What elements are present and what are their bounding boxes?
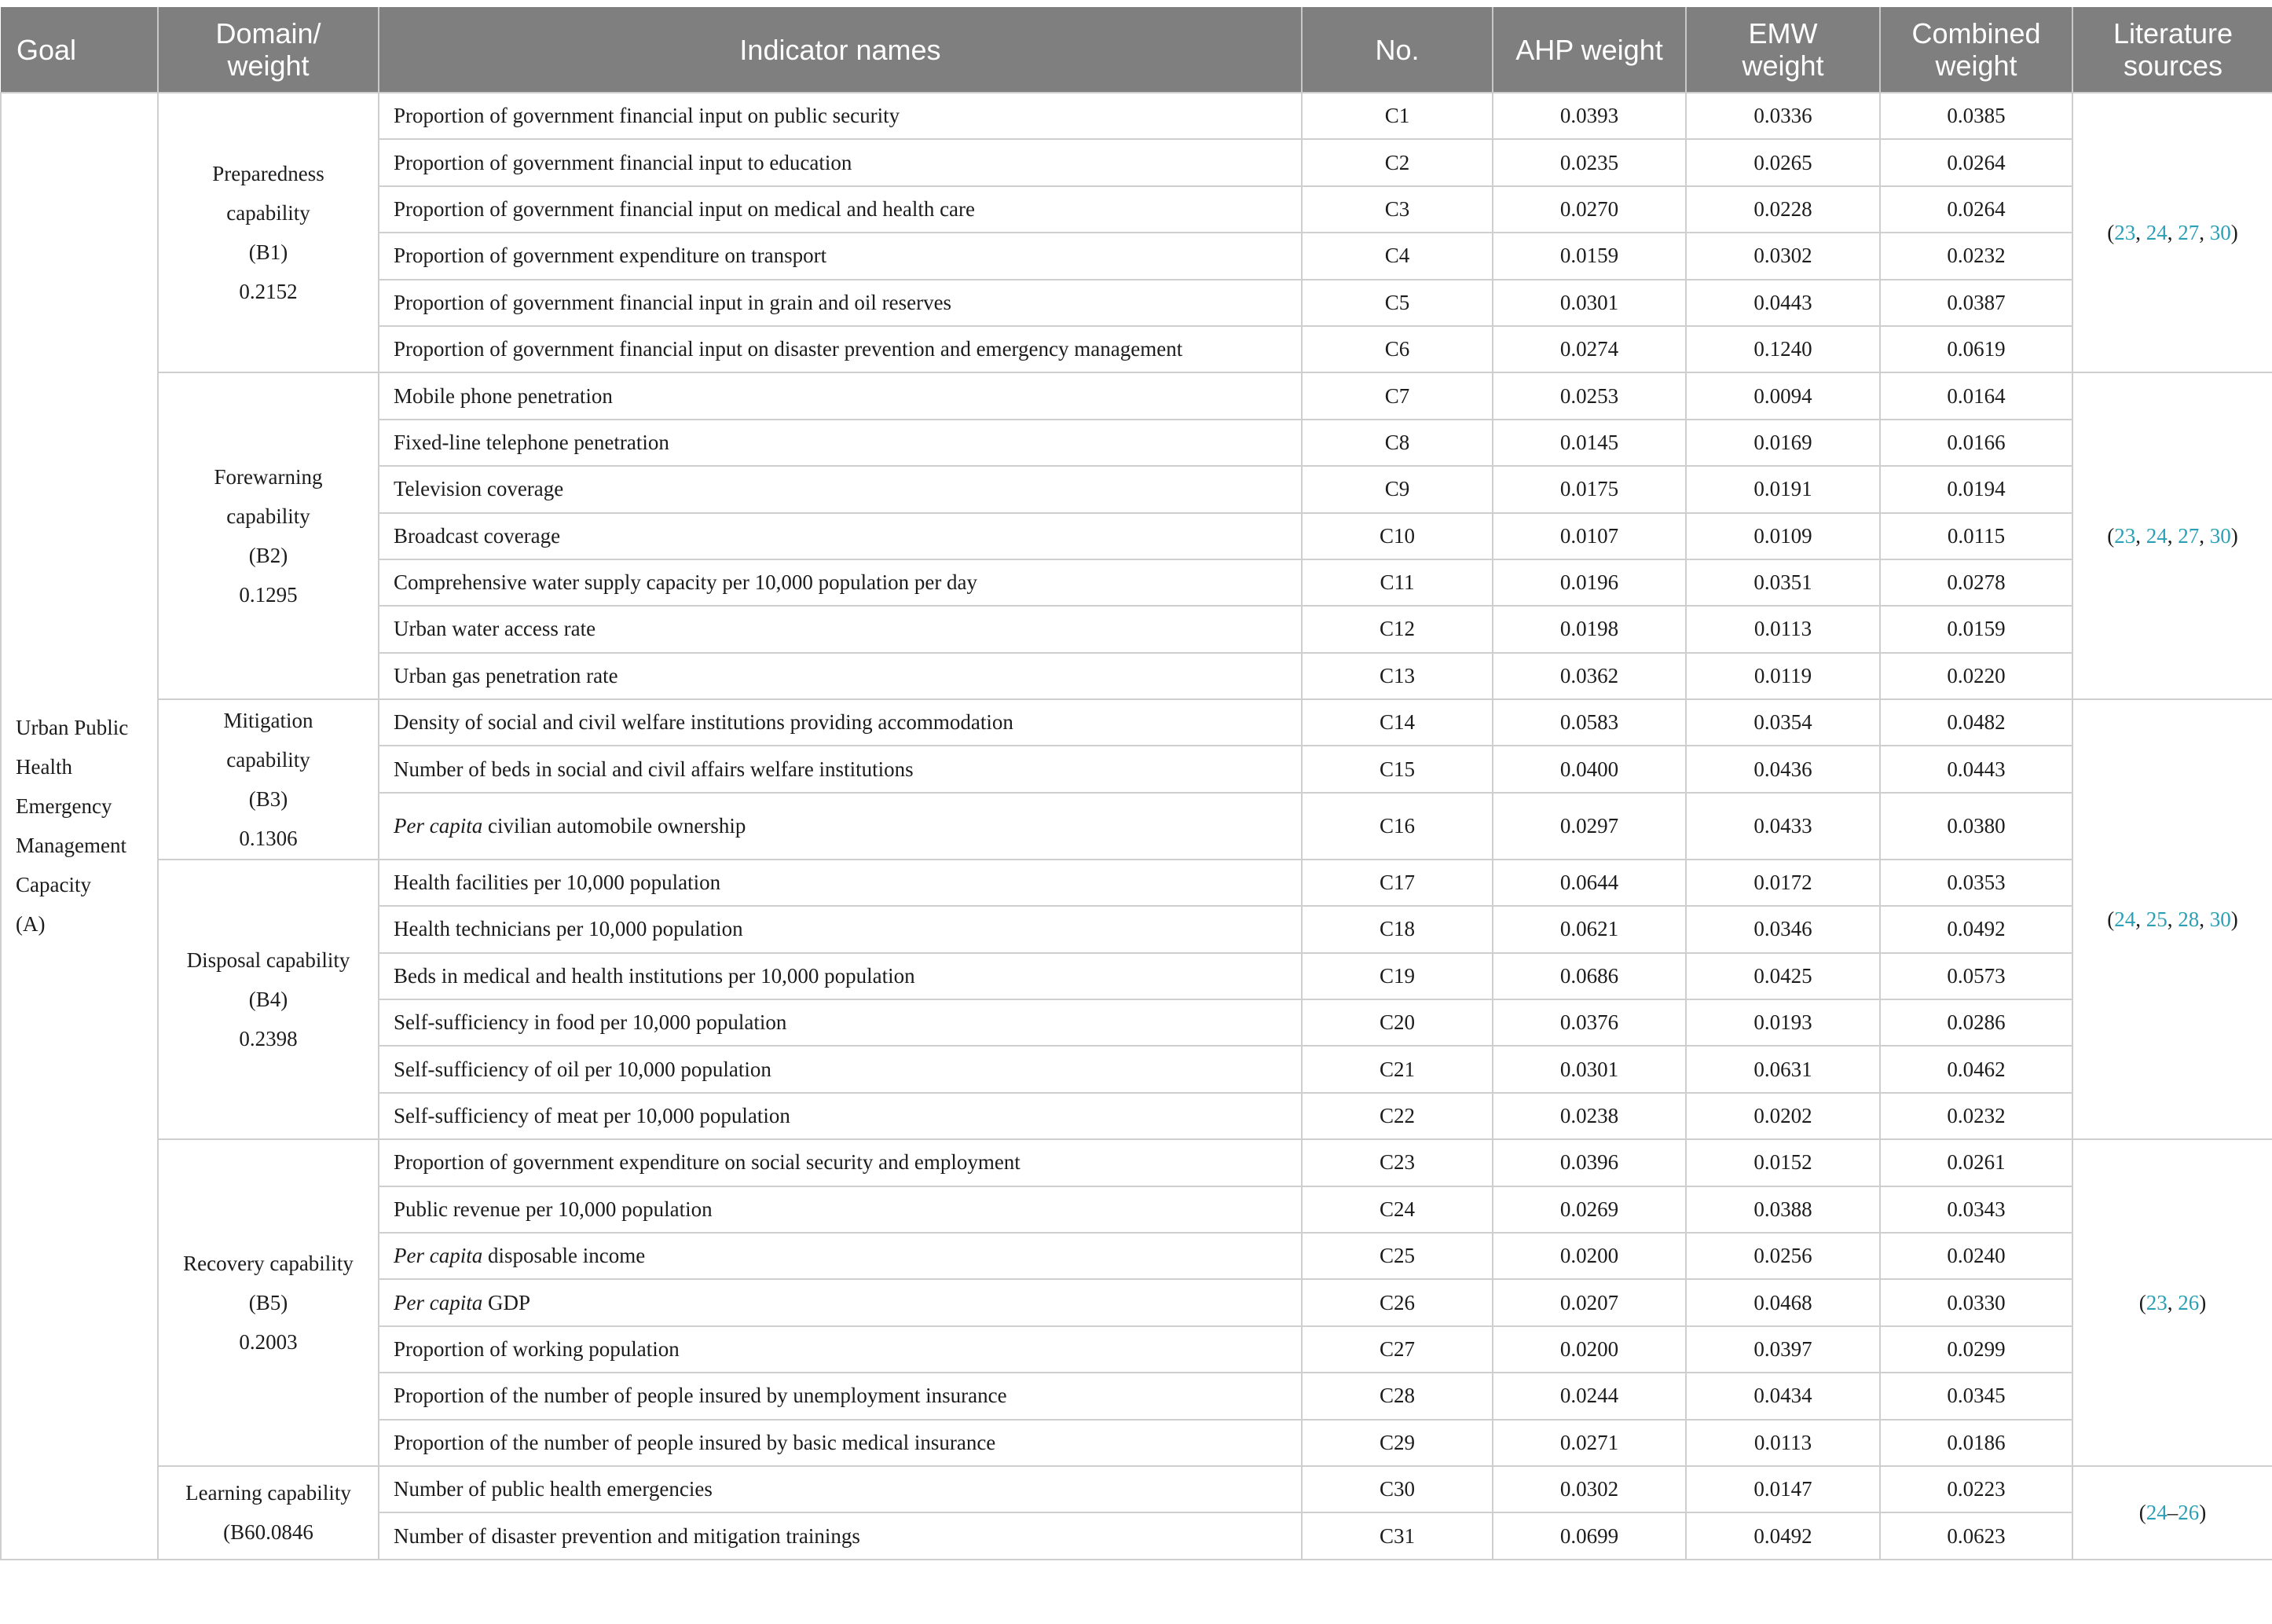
indicator-name [379,860,1302,906]
indicator-no: C22 [1302,1093,1493,1139]
paren-close: ) [2230,523,2238,548]
ahp-weight: 0.0196 [1493,559,1686,606]
indicator-name [379,1186,1302,1233]
ahp-weight: 0.0400 [1493,746,1686,792]
ahp-weight: 0.0198 [1493,606,1686,652]
indicator-no: C30 [1302,1466,1493,1512]
paren-open: ( [2107,523,2115,548]
indicator-name [379,1093,1302,1139]
indicator-name [379,906,1302,952]
combined-weight: 0.0164 [1880,372,2072,419]
indicator-text: Beds in medical and health institutions per 10,000 population [394,963,915,988]
domain-cell-b2 [158,372,379,699]
table-row [1,699,2272,746]
indicator-name [379,746,1302,792]
combined-weight: 0.0240 [1880,1233,2072,1279]
table-row [1,1139,2272,1186]
ref-separator: , [2167,1290,2179,1314]
combined-weight: 0.0286 [1880,999,2072,1046]
emw-weight: 0.0346 [1686,906,1880,952]
domain-line: Learning capability [185,1481,351,1505]
combined-weight: 0.0299 [1880,1326,2072,1373]
ahp-weight: 0.0175 [1493,466,1686,512]
indicator-text: Number of disaster prevention and mitigation trainings [394,1523,860,1548]
header-no: No. [1302,7,1493,93]
goal-line: Emergency [16,794,112,819]
combined-weight: 0.0482 [1880,699,2072,746]
indicator-name [379,1373,1302,1419]
emw-weight: 0.0468 [1686,1279,1880,1325]
indicator-prefix: Per capita [394,813,483,838]
indicator-name [379,420,1302,466]
emw-weight: 0.0109 [1686,513,1880,559]
literature-sources-g4 [2072,1139,2272,1466]
indicator-no: C5 [1302,280,1493,326]
indicator-prefix: Per capita [394,1244,483,1268]
combined-weight: 0.0385 [1880,93,2072,139]
reference-link[interactable]: 30 [2209,907,2231,931]
combined-weight: 0.0264 [1880,186,2072,233]
combined-weight: 0.0232 [1880,233,2072,279]
ahp-weight: 0.0393 [1493,93,1686,139]
emw-weight: 0.0169 [1686,420,1880,466]
indicator-text: Proportion of working population [394,1336,680,1361]
ref-separator: – [2167,1500,2179,1524]
indicator-text: Proportion of government financial input in grain and oil reserves [394,290,952,314]
domain-line: (B3) [248,786,288,811]
indicator-no: C21 [1302,1046,1493,1092]
indicator-text: Proportion of government financial input on medical and health care [394,196,976,221]
reference-link[interactable]: 27 [2178,523,2200,548]
indicator-name [379,653,1302,699]
emw-weight: 0.0443 [1686,280,1880,326]
indicator-text: GDP [482,1290,530,1314]
emw-weight: 0.0119 [1686,653,1880,699]
header-indicator: Indicator names [379,7,1302,93]
indicator-no: C1 [1302,93,1493,139]
indicator-text: Health technicians per 10,000 population [394,917,743,941]
indicator-no: C28 [1302,1373,1493,1419]
emw-weight: 0.0172 [1686,860,1880,906]
paren-open: ( [2107,220,2115,244]
indicator-text: Mobile phone penetration [394,383,613,408]
indicator-name [379,233,1302,279]
indicator-text: Fixed-line telephone penetration [394,430,669,454]
domain-line: (B1) [248,240,288,265]
header-domain: Domain/ weight [158,7,379,93]
ahp-weight: 0.0200 [1493,1326,1686,1373]
combined-weight: 0.0573 [1880,953,2072,999]
indicator-name [379,326,1302,372]
ahp-weight: 0.0107 [1493,513,1686,559]
ahp-weight: 0.0271 [1493,1420,1686,1466]
indicator-text: Health facilities per 10,000 population [394,871,721,895]
indicator-no: C26 [1302,1279,1493,1325]
emw-weight: 0.0191 [1686,466,1880,512]
literature-sources-g1 [2072,93,2272,372]
indicator-text: Proportion of government expenditure on social security and employment [394,1150,1021,1175]
domain-line: Disposal capability [186,948,350,973]
indicator-name [379,372,1302,419]
paren-close: ) [2230,907,2238,931]
indicator-no: C16 [1302,793,1493,860]
combined-weight: 0.0619 [1880,326,2072,372]
indicator-no: C12 [1302,606,1493,652]
combined-weight: 0.0343 [1880,1186,2072,1233]
ref-separator: , [2135,220,2146,244]
ahp-weight: 0.0621 [1493,906,1686,952]
indicator-name [379,606,1302,652]
goal-line: Capacity [16,873,91,897]
indicator-text: Urban water access rate [394,617,596,641]
combined-weight: 0.0220 [1880,653,2072,699]
indicator-no: C20 [1302,999,1493,1046]
ref-separator: , [2135,907,2146,931]
domain-line: capability [226,747,310,772]
ahp-weight: 0.0270 [1493,186,1686,233]
reference-link[interactable]: 24 [2146,1500,2168,1524]
combined-weight: 0.0387 [1880,280,2072,326]
emw-weight: 0.0388 [1686,1186,1880,1233]
reference-link[interactable]: 30 [2209,220,2231,244]
table-row [1,1466,2272,1512]
domain-line: (B4) [248,988,288,1012]
ahp-weight: 0.0699 [1493,1512,1686,1559]
reference-link[interactable]: 24 [2146,523,2168,548]
reference-link[interactable]: 23 [2146,1290,2168,1314]
domain-cell-b3 [158,699,379,860]
indicator-text: Self-sufficiency in food per 10,000 population [394,1010,787,1035]
indicator-name [379,699,1302,746]
ahp-weight: 0.0297 [1493,793,1686,860]
indicator-no: C11 [1302,559,1493,606]
paren-close: ) [2199,1290,2207,1314]
paren-close: ) [2230,220,2238,244]
domain-line: (B5) [248,1291,288,1315]
indicator-text: civilian automobile ownership [482,813,746,838]
indicator-text: Proportion of the number of people insured by unemployment insurance [394,1384,1007,1408]
indicator-text: Proportion of government financial input to education [394,150,852,174]
indicator-name [379,999,1302,1046]
combined-weight: 0.0264 [1880,139,2072,185]
indicator-text: Proportion of the number of people insured by basic medical insurance [394,1430,996,1454]
emw-weight: 0.0425 [1686,953,1880,999]
emw-weight: 0.0631 [1686,1046,1880,1092]
indicator-text: Proportion of government expenditure on transport [394,244,827,268]
indicator-no: C27 [1302,1326,1493,1373]
reference-link[interactable]: 30 [2209,523,2231,548]
indicator-no: C3 [1302,186,1493,233]
emw-weight: 0.0265 [1686,139,1880,185]
reference-link[interactable]: 27 [2178,220,2200,244]
indicator-name [379,1046,1302,1092]
paren-open: ( [2138,1290,2146,1314]
indicator-name [379,1279,1302,1325]
header-literature: Literature sources [2072,7,2272,93]
indicator-name [379,1420,1302,1466]
indicator-name [379,1466,1302,1512]
indicator-text: Self-sufficiency of meat per 10,000 population [394,1104,790,1127]
indicator-no: C8 [1302,420,1493,466]
emw-weight: 0.0397 [1686,1326,1880,1373]
ahp-weight: 0.0302 [1493,1466,1686,1512]
indicator-text: Comprehensive water supply capacity per 10,000 population per day [394,570,978,595]
indicator-no: C25 [1302,1233,1493,1279]
table-body [1,93,2272,1560]
indicator-text: Urban gas penetration rate [394,663,618,687]
header-emw: EMW weight [1686,7,1880,93]
ahp-weight: 0.0301 [1493,280,1686,326]
indicator-text: Proportion of government financial input on public security [394,104,900,128]
indicator-name [379,793,1302,860]
goal-line: Urban Public [16,716,129,740]
emw-weight: 0.0354 [1686,699,1880,746]
emw-weight: 0.0351 [1686,559,1880,606]
indicator-text: Self-sufficiency of oil per 10,000 population [394,1057,771,1081]
combined-weight: 0.0353 [1880,860,2072,906]
goal-line: Health [16,755,72,779]
domain-line: capability [226,201,310,225]
emw-weight: 0.0228 [1686,186,1880,233]
ahp-weight: 0.0207 [1493,1279,1686,1325]
indicator-text: Television coverage [394,477,564,501]
indicator-name [379,280,1302,326]
emw-weight: 0.1240 [1686,326,1880,372]
ahp-weight: 0.0269 [1493,1186,1686,1233]
indicator-weights-table [0,7,2272,1560]
emw-weight: 0.0336 [1686,93,1880,139]
domain-line: Preparedness [212,162,324,186]
table-row [1,860,2272,906]
indicator-name [379,559,1302,606]
emw-weight: 0.0147 [1686,1466,1880,1512]
domain-cell-b4 [158,860,379,1139]
domain-line: Mitigation [223,708,313,732]
ahp-weight: 0.0301 [1493,1046,1686,1092]
emw-weight: 0.0094 [1686,372,1880,419]
combined-weight: 0.0330 [1880,1279,2072,1325]
ref-separator: , [2199,220,2210,244]
indicator-no: C9 [1302,466,1493,512]
indicator-text: Broadcast coverage [394,523,561,548]
indicator-no: C29 [1302,1420,1493,1466]
indicator-text: Density of social and civil welfare institutions providing accommodation [394,710,1013,735]
reference-link[interactable]: 24 [2114,907,2136,931]
domain-line: 0.2152 [239,280,298,304]
table-row [1,93,2272,139]
indicator-no: C15 [1302,746,1493,792]
reference-link[interactable]: 26 [2178,1500,2200,1524]
emw-weight: 0.0433 [1686,793,1880,860]
combined-weight: 0.0159 [1880,606,2072,652]
ahp-weight: 0.0644 [1493,860,1686,906]
ref-separator: , [2199,907,2210,931]
indicator-name [379,186,1302,233]
domain-line: capability [226,504,310,529]
reference-link[interactable]: 26 [2178,1290,2200,1314]
ref-separator: , [2135,523,2146,548]
domain-line: Recovery capability [183,1252,354,1276]
ahp-weight: 0.0253 [1493,372,1686,419]
emw-weight: 0.0434 [1686,1373,1880,1419]
ahp-weight: 0.0159 [1493,233,1686,279]
ahp-weight: 0.0274 [1493,326,1686,372]
literature-sources-g2 [2072,372,2272,699]
indicator-no: C31 [1302,1512,1493,1559]
ahp-weight: 0.0583 [1493,699,1686,746]
emw-weight: 0.0492 [1686,1512,1880,1559]
indicator-name [379,1233,1302,1279]
combined-weight: 0.0462 [1880,1046,2072,1092]
emw-weight: 0.0202 [1686,1093,1880,1139]
combined-weight: 0.0443 [1880,746,2072,792]
indicator-no: C4 [1302,233,1493,279]
domain-line: 0.1295 [239,583,298,607]
ahp-weight: 0.0145 [1493,420,1686,466]
ref-separator: , [2167,523,2179,548]
indicator-no: C24 [1302,1186,1493,1233]
domain-cell-b1 [158,93,379,372]
indicator-text: Proportion of government financial input on disaster prevention and emergency management [394,337,1183,361]
domain-line: Forewarning [214,465,323,489]
combined-weight: 0.0278 [1880,559,2072,606]
goal-cell [1,93,158,1560]
emw-weight: 0.0302 [1686,233,1880,279]
ahp-weight: 0.0200 [1493,1233,1686,1279]
indicator-name [379,466,1302,512]
indicator-no: C6 [1302,326,1493,372]
indicator-text: disposable income [482,1244,646,1268]
domain-line: 0.2003 [239,1330,298,1355]
ahp-weight: 0.0362 [1493,653,1686,699]
domain-line: (B60.0846 [223,1520,313,1545]
header-row [1,7,2272,93]
combined-weight: 0.0166 [1880,420,2072,466]
indicator-text: Number of beds in social and civil affairs welfare institutions [394,757,914,781]
indicator-no: C2 [1302,139,1493,185]
combined-weight: 0.0261 [1880,1139,2072,1186]
indicator-no: C23 [1302,1139,1493,1186]
indicator-name [379,139,1302,185]
domain-line: 0.2398 [239,1027,298,1051]
reference-link[interactable]: 28 [2178,907,2200,931]
goal-line: (A) [16,912,46,937]
emw-weight: 0.0193 [1686,999,1880,1046]
ahp-weight: 0.0686 [1493,953,1686,999]
combined-weight: 0.0115 [1880,513,2072,559]
domain-cell-b6 [158,1466,379,1560]
indicator-name [379,513,1302,559]
combined-weight: 0.0380 [1880,793,2072,860]
indicator-name [379,1139,1302,1186]
combined-weight: 0.0194 [1880,466,2072,512]
domain-cell-b5 [158,1139,379,1466]
indicator-no: C13 [1302,653,1493,699]
domain-line: (B2) [248,544,288,568]
indicator-text: Number of public health emergencies [394,1477,713,1501]
emw-weight: 0.0436 [1686,746,1880,792]
indicator-no: C7 [1302,372,1493,419]
indicator-no: C19 [1302,953,1493,999]
indicator-no: C10 [1302,513,1493,559]
combined-weight: 0.0345 [1880,1373,2072,1419]
indicator-name [379,953,1302,999]
combined-weight: 0.0232 [1880,1093,2072,1139]
reference-link[interactable]: 25 [2146,907,2168,931]
header-goal: Goal [1,7,158,93]
ahp-weight: 0.0238 [1493,1093,1686,1139]
combined-weight: 0.0223 [1880,1466,2072,1512]
table-row [1,372,2272,419]
ahp-weight: 0.0244 [1493,1373,1686,1419]
emw-weight: 0.0256 [1686,1233,1880,1279]
ahp-weight: 0.0396 [1493,1139,1686,1186]
paren-open: ( [2107,907,2115,931]
combined-weight: 0.0623 [1880,1512,2072,1559]
indicator-prefix: Per capita [394,1290,483,1314]
reference-link[interactable]: 24 [2146,220,2168,244]
emw-weight: 0.0113 [1686,1420,1880,1466]
indicator-no: C14 [1302,699,1493,746]
reference-link[interactable]: 23 [2114,220,2136,244]
emw-weight: 0.0152 [1686,1139,1880,1186]
emw-weight: 0.0113 [1686,606,1880,652]
literature-sources-g3 [2072,699,2272,1139]
ahp-weight: 0.0376 [1493,999,1686,1046]
combined-weight: 0.0186 [1880,1420,2072,1466]
paren-open: ( [2138,1500,2146,1524]
ref-separator: , [2167,907,2179,931]
indicator-name [379,1512,1302,1559]
paren-close: ) [2199,1500,2207,1524]
indicator-name [379,1326,1302,1373]
ref-separator: , [2167,220,2179,244]
indicator-no: C18 [1302,906,1493,952]
literature-sources-g5 [2072,1466,2272,1560]
indicator-no: C17 [1302,860,1493,906]
goal-line: Management [16,834,126,858]
header-combined: Combined weight [1880,7,2072,93]
indicator-text: Public revenue per 10,000 population [394,1197,713,1221]
indicator-name [379,93,1302,139]
combined-weight: 0.0492 [1880,906,2072,952]
domain-line: 0.1306 [239,826,298,850]
header-ahp: AHP weight [1493,7,1686,93]
ref-separator: , [2199,523,2210,548]
ahp-weight: 0.0235 [1493,139,1686,185]
reference-link[interactable]: 23 [2114,523,2136,548]
